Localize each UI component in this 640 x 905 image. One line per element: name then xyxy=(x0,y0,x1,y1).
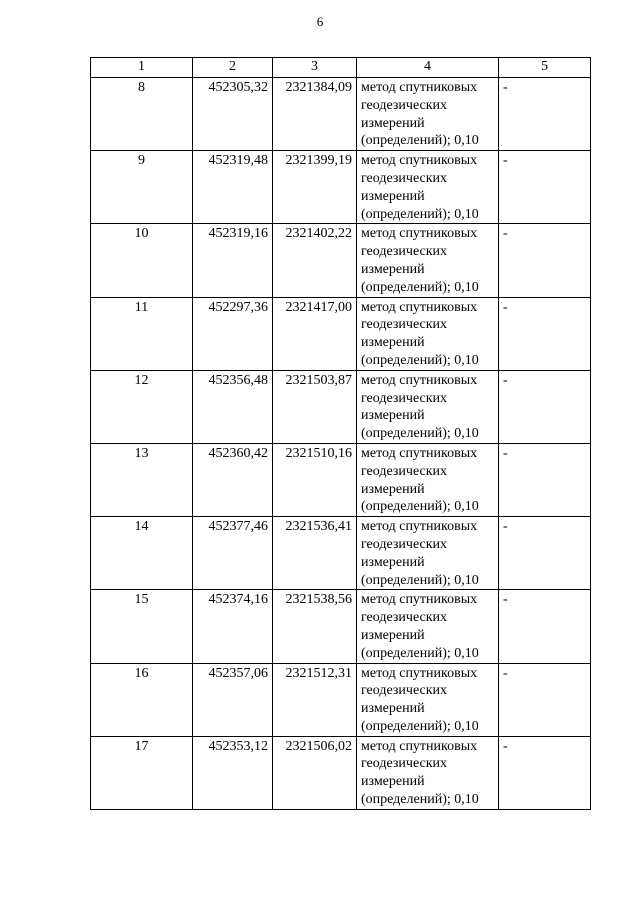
table-row xyxy=(91,736,591,809)
note-cell: - xyxy=(499,736,591,809)
method-text: (определений); 0,10 xyxy=(361,279,479,295)
coordinate-x: 452305,32 xyxy=(193,78,273,151)
table-row xyxy=(91,663,591,736)
coordinate-x: 452357,06 xyxy=(193,663,273,736)
note-cell: - xyxy=(499,517,591,590)
method-text: измерений xyxy=(361,774,425,790)
column-header: 5 xyxy=(499,58,591,78)
coordinate-x: 452356,48 xyxy=(193,370,273,443)
coordinate-x: 452374,16 xyxy=(193,590,273,663)
coordinate-x: 452377,46 xyxy=(193,517,273,590)
method-text: измерений xyxy=(361,627,425,643)
coordinate-x: 452319,48 xyxy=(193,151,273,224)
method-cell xyxy=(357,663,499,736)
method-cell xyxy=(357,590,499,663)
method-text: (определений); 0,10 xyxy=(361,133,479,149)
point-number: 12 xyxy=(91,370,193,443)
column-header: 2 xyxy=(193,58,273,78)
coordinate-y: 2321512,31 xyxy=(273,663,357,736)
method-text: измерений xyxy=(361,408,425,424)
coordinate-y: 2321384,09 xyxy=(273,78,357,151)
method-text: (определений); 0,10 xyxy=(361,499,479,515)
method-text: метод спутниковых xyxy=(361,519,478,535)
table-row xyxy=(91,297,591,370)
column-header: 1 xyxy=(91,58,193,78)
coordinate-y: 2321402,22 xyxy=(273,224,357,297)
method-text: метод спутниковых xyxy=(361,226,478,242)
table-row xyxy=(91,517,591,590)
method-text: геодезических xyxy=(361,610,448,626)
table-row xyxy=(91,443,591,516)
method-cell xyxy=(357,151,499,224)
coordinate-y: 2321417,00 xyxy=(273,297,357,370)
method-text: (определений); 0,10 xyxy=(361,792,479,808)
note-cell: - xyxy=(499,443,591,516)
coordinate-y: 2321399,19 xyxy=(273,151,357,224)
method-cell xyxy=(357,443,499,516)
method-cell xyxy=(357,297,499,370)
table-row xyxy=(91,151,591,224)
point-number: 15 xyxy=(91,590,193,663)
method-text: (определений); 0,10 xyxy=(361,206,479,222)
method-cell xyxy=(357,224,499,297)
coordinate-x: 452360,42 xyxy=(193,443,273,516)
coordinate-y: 2321506,02 xyxy=(273,736,357,809)
method-text: метод спутниковых xyxy=(361,153,478,169)
table-row xyxy=(91,224,591,297)
coordinate-x: 452297,36 xyxy=(193,297,273,370)
coordinate-x: 452353,12 xyxy=(193,736,273,809)
table-row xyxy=(91,370,591,443)
method-text: геодезических xyxy=(361,97,448,113)
point-number: 13 xyxy=(91,443,193,516)
method-text: (определений); 0,10 xyxy=(361,718,479,734)
note-cell: - xyxy=(499,151,591,224)
table-row xyxy=(91,590,591,663)
method-text: измерений xyxy=(361,188,425,204)
point-number: 10 xyxy=(91,224,193,297)
table-header-row xyxy=(91,58,591,78)
note-cell: - xyxy=(499,78,591,151)
method-text: геодезических xyxy=(361,170,448,186)
method-text: (определений); 0,10 xyxy=(361,352,479,368)
method-text: геодезических xyxy=(361,756,448,772)
coordinate-y: 2321503,87 xyxy=(273,370,357,443)
column-header: 3 xyxy=(273,58,357,78)
method-text: измерений xyxy=(361,554,425,570)
method-text: метод спутниковых xyxy=(361,738,478,754)
note-cell: - xyxy=(499,370,591,443)
note-cell: - xyxy=(499,224,591,297)
method-text: измерений xyxy=(361,335,425,351)
point-number: 17 xyxy=(91,736,193,809)
method-text: метод спутниковых xyxy=(361,445,478,461)
method-text: метод спутниковых xyxy=(361,665,478,681)
method-text: (определений); 0,10 xyxy=(361,426,479,442)
coordinate-x: 452319,16 xyxy=(193,224,273,297)
method-text: геодезических xyxy=(361,244,448,260)
method-text: геодезических xyxy=(361,390,448,406)
coordinate-y: 2321538,56 xyxy=(273,590,357,663)
method-text: измерений xyxy=(361,481,425,497)
method-cell xyxy=(357,78,499,151)
method-cell xyxy=(357,517,499,590)
table-body xyxy=(91,78,591,810)
point-number: 16 xyxy=(91,663,193,736)
method-cell xyxy=(357,370,499,443)
method-text: измерений xyxy=(361,115,425,131)
method-text: измерений xyxy=(361,261,425,277)
table-row xyxy=(91,78,591,151)
note-cell: - xyxy=(499,297,591,370)
note-cell: - xyxy=(499,590,591,663)
point-number: 9 xyxy=(91,151,193,224)
method-text: геодезических xyxy=(361,683,448,699)
coordinate-y: 2321510,16 xyxy=(273,443,357,516)
point-number: 14 xyxy=(91,517,193,590)
method-text: геодезических xyxy=(361,317,448,333)
page-number: 6 xyxy=(316,14,324,29)
method-text: метод спутниковых xyxy=(361,372,478,388)
method-text: измерений xyxy=(361,701,425,717)
column-header: 4 xyxy=(357,58,499,78)
note-cell: - xyxy=(499,663,591,736)
method-text: геодезических xyxy=(361,536,448,552)
point-number: 11 xyxy=(91,297,193,370)
coordinate-y: 2321536,41 xyxy=(273,517,357,590)
method-text: метод спутниковых xyxy=(361,299,478,315)
method-text: геодезических xyxy=(361,463,448,479)
point-number: 8 xyxy=(91,78,193,151)
method-text: (определений); 0,10 xyxy=(361,645,479,661)
method-text: (определений); 0,10 xyxy=(361,572,479,588)
coordinates-table xyxy=(90,57,591,810)
method-text: метод спутниковых xyxy=(361,80,478,95)
method-cell xyxy=(357,736,499,809)
method-text: метод спутниковых xyxy=(361,592,478,608)
